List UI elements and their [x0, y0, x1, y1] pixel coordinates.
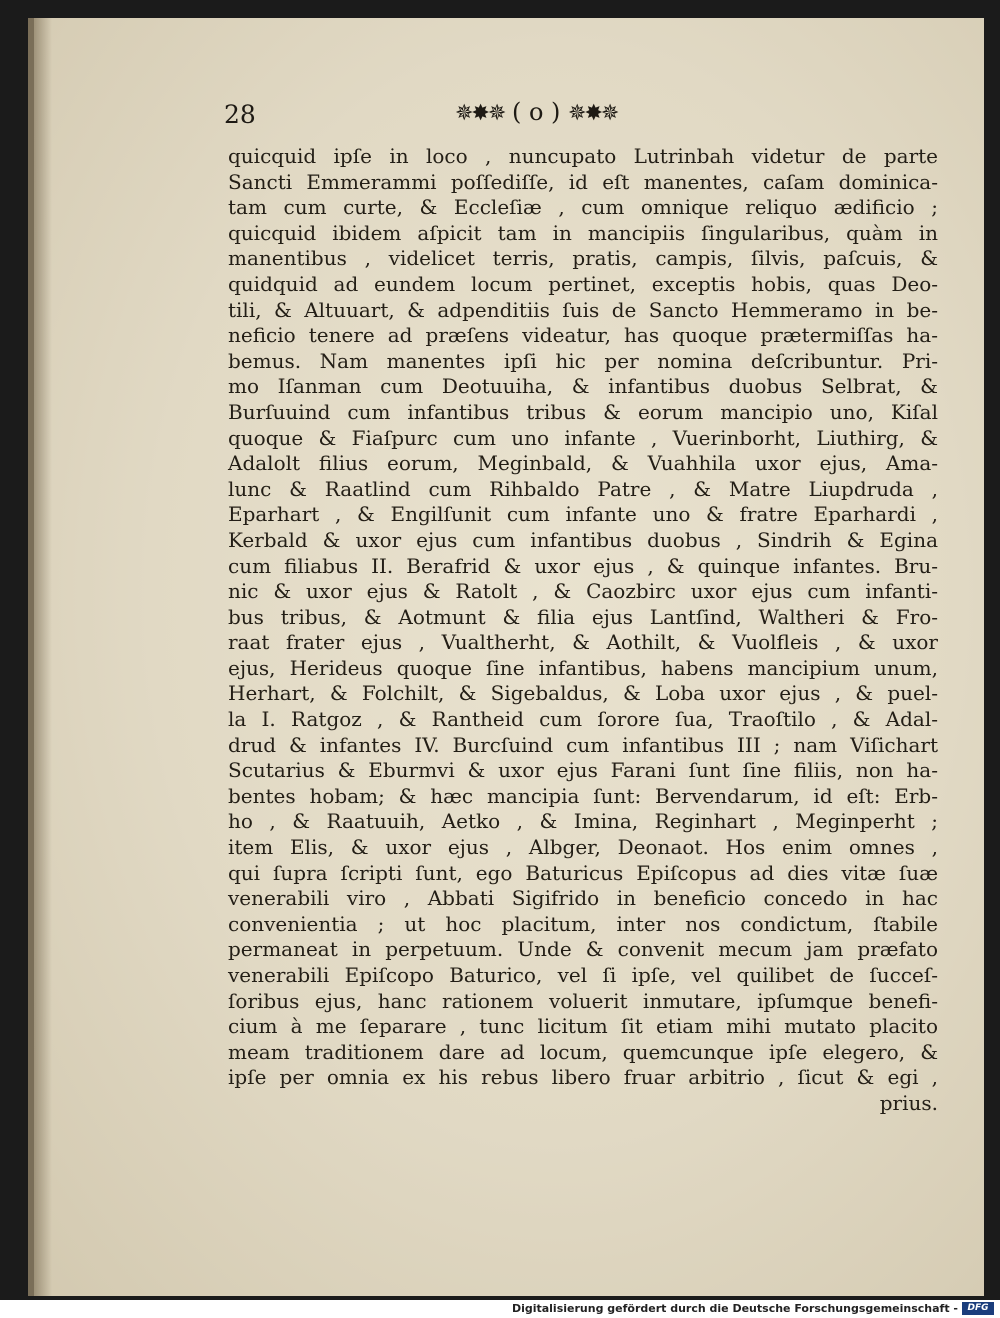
header-ornament-left: ✵✸✵ — [455, 101, 505, 126]
text-line: Burſuuind cum infantibus tribus & eorum mancipio uno, Kiſal — [228, 399, 938, 424]
text-line: bus tribus, & Aotmunt & filia ejus Lantſind, Waltheri & Fro- — [228, 604, 938, 629]
text-line: item Elis, & uxor ejus , Albger, Deonaot. Hos enim omnes , — [228, 835, 938, 860]
text-line: ejus, Herideus quoque ſine infantibus, habens mancipium unum, — [228, 655, 938, 680]
text-line: quicquid ibidem aſpicit tam in mancipiis ſingularibus, quàm in — [228, 220, 938, 245]
text-line: tam cum curte, & Eccleſiæ , cum omnique reliquo ædificio ; — [228, 195, 938, 220]
text-line: ipſe per omnia ex his rebus libero fruar arbitrio , ſicut & egi , — [228, 1065, 938, 1090]
text-line: mo Iſanman cum Deotuuiha, & infantibus duobus Selbrat, & — [228, 374, 938, 399]
text-line: drud & infantes IV. Burcſuind cum infantibus III ; nam Viſichart — [228, 732, 938, 757]
text-line: permaneat in perpetuum. Unde & convenit mecum jam præfato — [228, 937, 938, 962]
text-line: bemus. Nam manentes ipſi hic per nomina deſcribuntur. Pri- — [228, 348, 938, 373]
text-line: Herhart, & Folchilt, & Sigebaldus, & Loba uxor ejus , & puel- — [228, 681, 938, 706]
text-line: ho , & Raatuuih, Aetko , & Imina, Reginhart , Meginperht ; — [228, 809, 938, 834]
body-text — [228, 144, 938, 1117]
text-line: meam traditionem dare ad locum, quemcunque ipſe elegero, & — [228, 1039, 938, 1064]
text-line: quicquid ipſe in loco , nuncupato Lutrinbah videtur de parte — [228, 144, 938, 168]
text-line: raat frater ejus , Vualtherht, & Aothilt, & Vuolfleis , & uxor — [228, 630, 938, 655]
text-line: lunc & Raatlind cum Rihbaldo Patre , & Matre Liupdruda , — [228, 476, 938, 501]
text-line: nic & uxor ejus & Ratolt , & Caozbirc uxor ejus cum infanti- — [228, 579, 938, 604]
text-line: tili, & Altuuart, & adpenditiis ſuis de Sancto Hemmeramo in be- — [228, 297, 938, 322]
text-line: manentibus , videlicet terris, pratis, campis, ſilvis, paſcuis, & — [228, 246, 938, 271]
gutter-shadow — [34, 18, 52, 1296]
digitization-credit: Digitalisierung gefördert durch die Deutsche Forschungsgemeinschaft - — [511, 1302, 958, 1315]
text-line: venerabili Epiſcopo Baturico, vel ſi ipſe, vel quilibet de ſucceſ- — [228, 963, 938, 987]
text-line: qui ſupra ſcripti ſunt, ego Baturicus Epiſcopus ad dies vitæ ſuæ — [228, 860, 938, 885]
text-line: prius. — [879, 1090, 938, 1115]
text-line: cum filiabus II. Berafrid & uxor ejus , & quinque infantes. Bru- — [228, 553, 938, 578]
text-line: ſoribus ejus, hanc rationem voluerit inmutare, ipſumque benefi- — [228, 988, 938, 1013]
page-number: 28 — [224, 100, 256, 129]
text-line: convenientia ; ut hoc placitum, inter nos condictum, ſtabile — [228, 911, 938, 936]
text-line: quidquid ad eundem locum pertinet, exceptis hobis, quas Deo- — [228, 271, 938, 296]
dfg-logo: DFG — [962, 1302, 994, 1315]
text-line: Kerbald & uxor ejus cum infantibus duobus , Sindrih & Egina — [228, 527, 938, 552]
text-line: quoque & Fiaſpurc cum uno infante , Vuerinborht, Liuthirg, & — [228, 425, 938, 450]
header-center-mark: ( o ) — [511, 98, 561, 126]
text-line: neficio tenere ad præſens videatur, has quoque prætermiſſas ha- — [228, 323, 938, 348]
text-line: bentes hobam; & hæc mancipia ſunt: Bervendarum, id eſt: Erb- — [228, 783, 938, 808]
text-line: Scutarius & Eburmvi & uxor ejus Farani ſunt ſine filiis, non ha- — [228, 758, 938, 783]
text-line: Sancti Emmerammi poſſediſſe, id eſt manentes, caſam dominica- — [228, 169, 938, 194]
text-line: la I. Ratgoz , & Rantheid cum ſorore ſua, Traoſtilo , & Adal- — [228, 707, 938, 732]
text-line: venerabili viro , Abbati Sigifrido in beneficio concedo in hac — [228, 886, 938, 911]
text-line: cium à me ſeparare , tunc licitum ſit etiam mihi mutato placito — [228, 1014, 938, 1039]
running-header — [455, 98, 715, 126]
header-ornament-right: ✵✸✵ — [568, 101, 618, 126]
text-line: Adalolt filius eorum, Meginbald, & Vuahhila uxor ejus, Ama- — [228, 451, 938, 476]
text-line: Eparhart , & Engilſunit cum infante uno & fratre Eparhardi , — [228, 502, 938, 527]
